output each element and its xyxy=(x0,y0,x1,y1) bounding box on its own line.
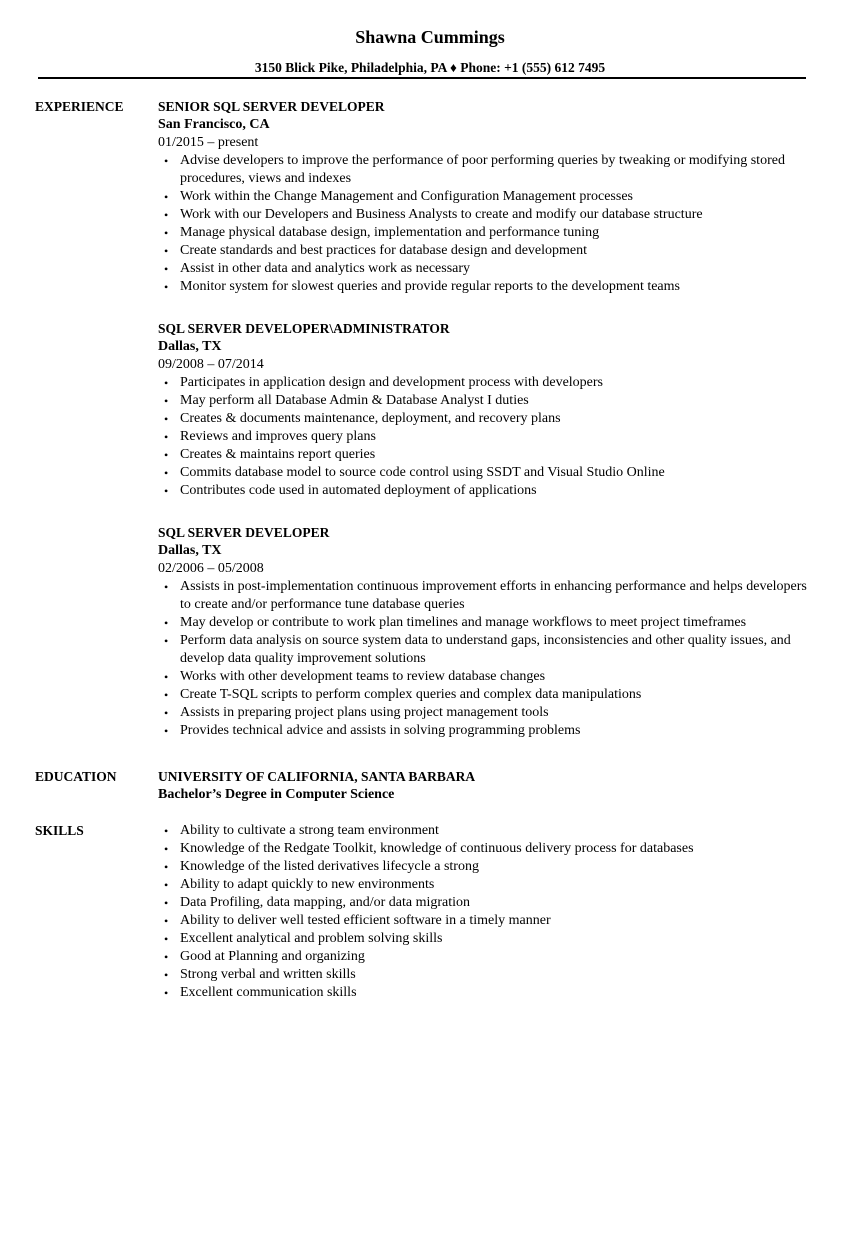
job-bullets xyxy=(158,578,810,740)
resume-body xyxy=(35,98,810,1002)
skill-item: • Ability to cultivate a strong team environment xyxy=(158,822,810,840)
bullet-item: • Assists in preparing project plans using project management tools xyxy=(158,704,810,722)
skills-list xyxy=(158,822,810,1002)
bullet-item: • May develop or contribute to work plan timelines and manage workflows to meet project timeframes xyxy=(158,614,810,632)
job-location: Dallas, TX xyxy=(158,543,222,558)
degree: Bachelor’s Degree in Computer Science xyxy=(158,787,395,802)
skill-item: • Strong verbal and written skills xyxy=(158,966,810,984)
job-location: Dallas, TX xyxy=(158,339,222,354)
job-location: San Francisco, CA xyxy=(158,117,270,132)
skills-section xyxy=(35,822,810,1002)
bullet-item: • Create T-SQL scripts to perform complex queries and complex data manipulations xyxy=(158,686,810,704)
job-dates: 09/2008 – 07/2014 xyxy=(158,357,264,372)
section-label-experience: EXPERIENCE xyxy=(35,99,124,114)
job-bullets xyxy=(158,374,810,500)
job-entry xyxy=(158,524,810,740)
bullet-item: • Work with our Developers and Business Analysts to create and modify our database structure xyxy=(158,206,810,224)
experience-list xyxy=(158,98,810,764)
bullet-item: • Manage physical database design, implementation and performance tuning xyxy=(158,224,810,242)
skill-item: • Good at Planning and organizing xyxy=(158,948,810,966)
skill-item: • Excellent analytical and problem solving skills xyxy=(158,930,810,948)
bullet-item: • Commits database model to source code control using SSDT and Visual Studio Online xyxy=(158,464,810,482)
skill-item: • Ability to adapt quickly to new environments xyxy=(158,876,810,894)
bullet-item: • Create standards and best practices for database design and development xyxy=(158,242,810,260)
job-title: SQL SERVER DEVELOPER\ADMINISTRATOR xyxy=(158,321,450,336)
skill-item: • Ability to deliver well tested efficient software in a timely manner xyxy=(158,912,810,930)
header-divider xyxy=(38,77,806,79)
experience-section xyxy=(35,98,810,764)
bullet-item: • Works with other development teams to review database changes xyxy=(158,668,810,686)
bullet-item: • Monitor system for slowest queries and provide regular reports to the development teams xyxy=(158,278,810,296)
bullet-item: • Creates & documents maintenance, deployment, and recovery plans xyxy=(158,410,810,428)
bullet-item: • Participates in application design and development process with developers xyxy=(158,374,810,392)
skill-item: • Data Profiling, data mapping, and/or data migration xyxy=(158,894,810,912)
bullet-item: • May perform all Database Admin & Database Analyst I duties xyxy=(158,392,810,410)
bullet-item: • Reviews and improves query plans xyxy=(158,428,810,446)
candidate-name: Shawna Cummings xyxy=(355,27,505,47)
job-entry xyxy=(158,320,810,500)
contact-info: 3150 Blick Pike, Philadelphia, PA ♦ Phone: +1 (555) 612 7495 xyxy=(254,60,606,75)
school-name: UNIVERSITY OF CALIFORNIA, SANTA BARBARA xyxy=(158,769,476,784)
job-entry xyxy=(158,98,810,296)
skill-item: • Knowledge of the Redgate Toolkit, knowledge of continuous delivery process for databases xyxy=(158,840,810,858)
bullet-item: • Provides technical advice and assists in solving programming problems xyxy=(158,722,810,740)
job-title: SQL SERVER DEVELOPER xyxy=(158,525,330,540)
bullet-item: • Contributes code used in automated deployment of applications xyxy=(158,482,810,500)
job-dates: 02/2006 – 05/2008 xyxy=(158,561,264,576)
skill-item: • Knowledge of the listed derivatives lifecycle a strong xyxy=(158,858,810,876)
bullet-item: • Assist in other data and analytics work as necessary xyxy=(158,260,810,278)
job-bullets xyxy=(158,152,810,296)
section-label-education: EDUCATION xyxy=(35,769,117,784)
bullet-item: • Assists in post-implementation continuous improvement efforts in enhancing performance and helps developers to create and/or performance tune database queries xyxy=(158,578,810,614)
job-dates: 01/2015 – present xyxy=(158,135,259,150)
section-label-skills: SKILLS xyxy=(35,823,84,838)
education-section xyxy=(35,768,810,804)
bullet-item: • Work within the Change Management and Configuration Management processes xyxy=(158,188,810,206)
bullet-item: • Advise developers to improve the performance of poor performing queries by tweaking or modifying stored procedures, views and indexes xyxy=(158,152,810,188)
bullet-item: • Perform data analysis on source system data to understand gaps, inconsistencies and other quality issues, and develop data quality improvement solutions xyxy=(158,632,810,668)
skill-item: • Excellent communication skills xyxy=(158,984,810,1002)
job-title: SENIOR SQL SERVER DEVELOPER xyxy=(158,99,385,114)
bullet-item: • Creates & maintains report queries xyxy=(158,446,810,464)
